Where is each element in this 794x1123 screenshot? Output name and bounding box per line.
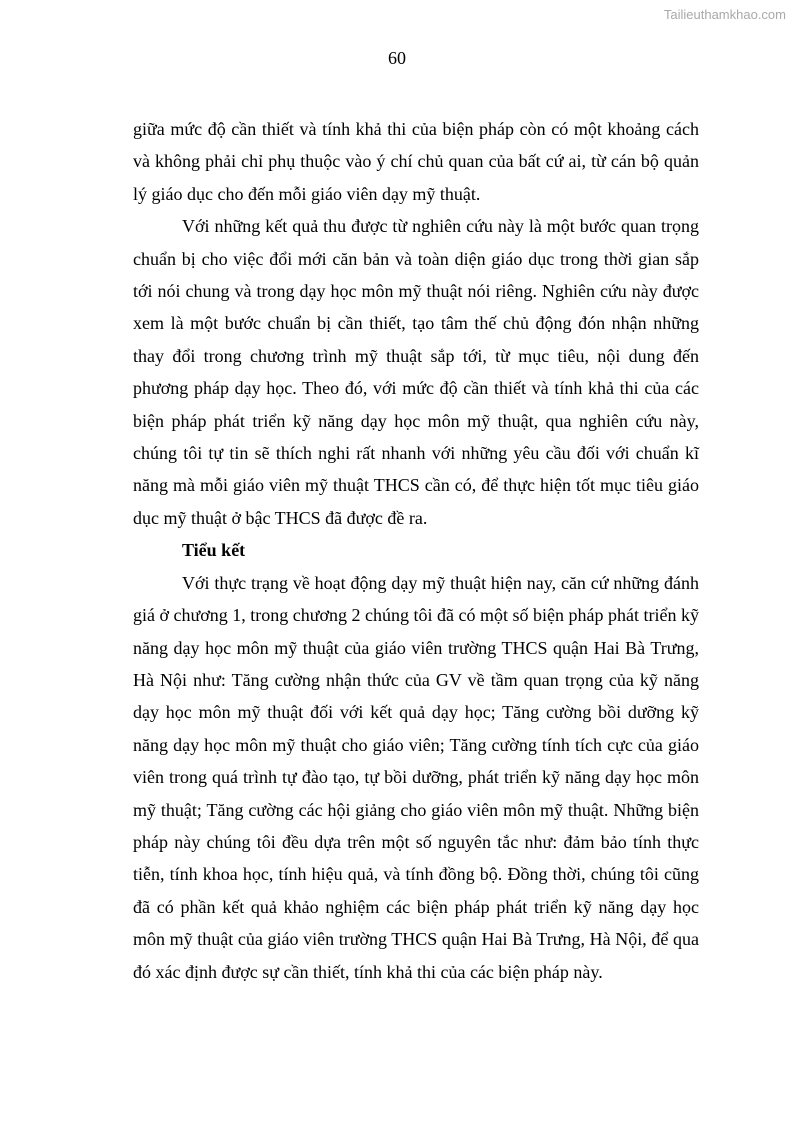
document-body [133, 113, 699, 988]
paragraph-summary: Với thực trạng về hoạt động dạy mỹ thuật hiện nay, căn cứ những đánh giá ở chương 1, trong chương 2 chúng tôi đã có một số biện pháp phát triển kỹ năng dạy học môn mỹ thuật của giáo viên trường THCS quận Hai Bà Trưng, Hà Nội như: Tăng cường nhận thức của GV về tầm quan trọng của kỹ năng dạy học môn mỹ thuật đối với kết quả dạy học; Tăng cường bồi dưỡng kỹ năng dạy học môn mỹ thuật cho giáo viên; Tăng cường tính tích cực của giáo viên trong quá trình tự đào tạo, tự bồi dưỡng, phát triển kỹ năng dạy học môn mỹ thuật; Tăng cường các hội giảng cho giáo viên môn mỹ thuật. Những biện pháp này chúng tôi đều dựa trên một số nguyên tắc như: đảm bảo tính thực tiễn, tính khoa học, tính hiệu quả, và tính đồng bộ. Đồng thời, chúng tôi cũng đã có phần kết quả khảo nghiệm các biện pháp phát triển kỹ năng dạy học môn mỹ thuật của giáo viên trường THCS quận Hai Bà Trưng, Hà Nội, để qua đó xác định được sự cần thiết, tính khả thi của các biện pháp này. [133, 572, 699, 982]
section-heading: Tiểu kết [182, 540, 246, 561]
paragraph-research-results: Với những kết quả thu được từ nghiên cứu này là một bước quan trọng chuẩn bị cho việc đổi mới căn bản và toàn diện giáo dục trong thời gian sắp tới nói chung và trong dạy học môn mỹ thuật nói riêng. Nghiên cứu này được xem là một bước chuẩn bị cần thiết, tạo tâm thế chủ động đón nhận những thay đổi trong chương trình mỹ thuật sắp tới, từ mục tiêu, nội dung đến phương pháp dạy học. Theo đó, với mức độ cần thiết và tính khả thi của các biện pháp phát triển kỹ năng dạy học môn mỹ thuật, qua nghiên cứu này, chúng tôi tự tin sẽ thích nghi rất nhanh với những yêu cầu đối với chuẩn kĩ năng mà mỗi giáo viên mỹ thuật THCS cần có, để thực hiện tốt mục tiêu giáo dục mỹ thuật ở bậc THCS đã được đề ra. [133, 216, 699, 528]
paragraph-continuation: giữa mức độ cần thiết và tính khả thi của biện pháp còn có một khoảng cách và không phải chỉ phụ thuộc vào ý chí chủ quan của bất cứ ai, từ cán bộ quản lý giáo dục cho đến mỗi giáo viên dạy mỹ thuật. [133, 119, 699, 204]
page-number: 60 [388, 48, 406, 68]
watermark: Tailieuthamkhao.com [663, 7, 786, 22]
